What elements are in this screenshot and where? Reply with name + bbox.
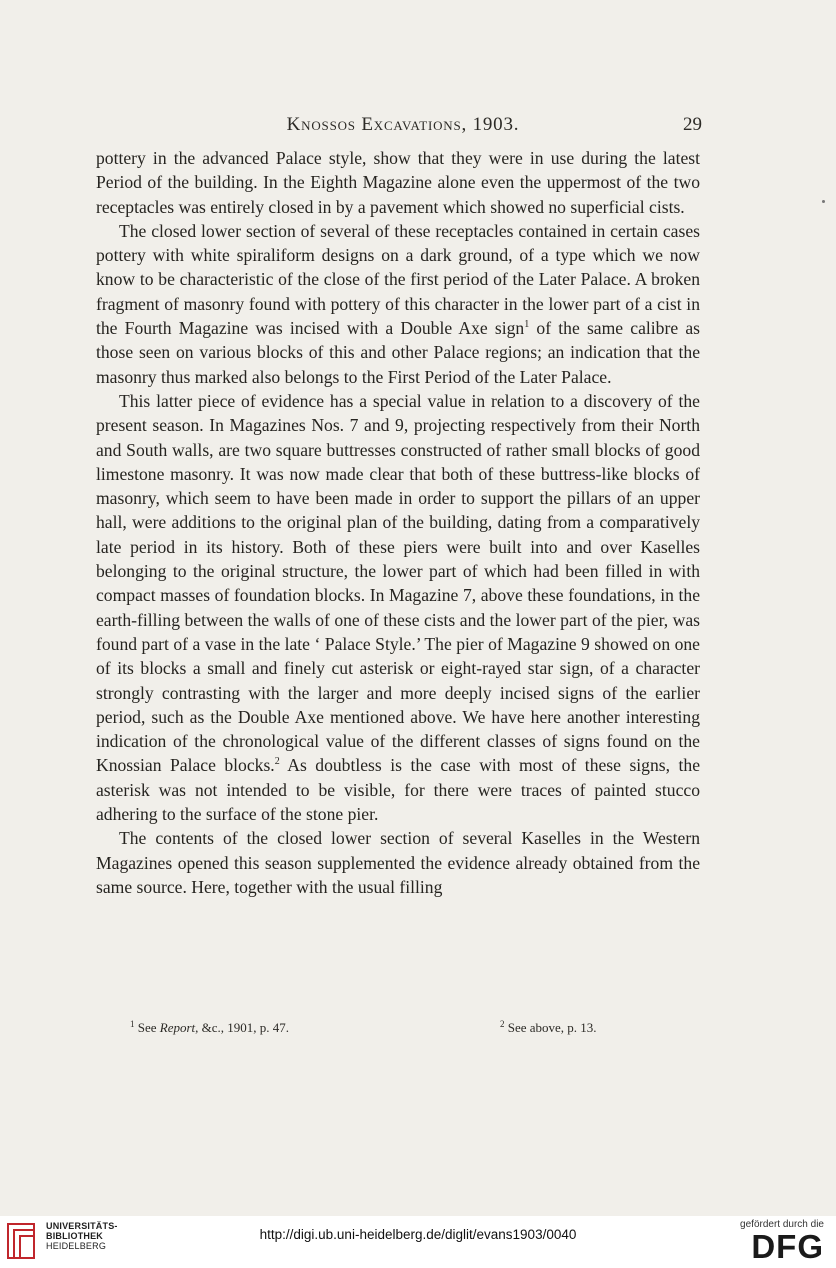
footnote-1 <box>130 1020 289 1036</box>
page-number: 29 <box>683 114 702 135</box>
dfg-logo: DFG <box>751 1228 824 1265</box>
running-head <box>96 114 710 140</box>
footnotes <box>130 1020 680 1038</box>
library-name <box>46 1221 118 1251</box>
scan-speck <box>822 200 825 203</box>
running-head-title: Knossos Excavations, 1903. <box>286 114 520 135</box>
paragraph <box>96 826 700 899</box>
library-name-line2: BIBLIOTHEK <box>46 1231 103 1241</box>
paragraph-text: of the same calibre as those seen on various blocks of this and other Palace regions; an indication that the masonry thus marked also belongs to the First Period of the Later Palace. <box>96 318 700 387</box>
footnote-2 <box>500 1020 597 1036</box>
library-name-line3: HEIDELBERG <box>46 1241 107 1251</box>
paragraph-text: As doubtless is the case with most of these signs, the asterisk was not intended to be visible, for there were traces of painted stucco adhering to the surface of the stone pier. <box>96 755 700 825</box>
body-text <box>96 146 700 899</box>
paragraph-text: The contents of the closed lower section of several Kaselles in the Western Magazines opened this season supplemented the evidence already obtained from the same source. Here, together with the usual filling <box>96 828 700 897</box>
paragraph <box>96 389 700 826</box>
footnote-1-post: , &c., 1901, p. 47. <box>195 1020 290 1035</box>
footnote-2-text: See above, p. 13. <box>507 1020 597 1035</box>
library-logo-icon <box>6 1220 40 1262</box>
footnote-reference: 2 <box>274 756 280 768</box>
footnote-reference: 1 <box>524 319 530 331</box>
paragraph <box>96 219 700 389</box>
footnote-1-italic: Report <box>159 1020 196 1035</box>
funded-by-label: gefördert durch die <box>740 1219 824 1230</box>
footnote-2-marker: 2 <box>500 1019 505 1029</box>
library-name-line1: UNIVERSITÄTS- <box>46 1221 118 1231</box>
paragraph-text: This latter piece of evidence has a special value in relation to a discovery of the present season. In Magazines Nos. 7 and 9, projecting respectively from their North and South walls, are two square buttresses constructed of rather small blocks of good limestone masonry. It was now made clear that both of these buttress-like blocks of masonry, which seem to have been made in order to support the pillars of an upper hall, were additions to the original plan of the building, dating from a comparatively late period in its history. Both of these piers were built into and over Kaselles belonging to the original structure, the lower part of which had been filled in with compact masses of foundation blocks. In Magazine 7, above these foundations, in the earth-filling between the walls of one of these cists and the lower part of the pier, was found part of a vase in the late ‘ Palace Style.’ The pier of Magazine 9 showed on one of its blocks a small and finely cut asterisk or eight-rayed star sign, of a character strongly contrasting with the larger and more deeply incised signs of the earlier period, such as the Double Axe mentioned above. We have here another interesting indication of the chronological value of the different classes of signs found on the Knossian Palace blocks. <box>96 390 700 776</box>
viewer-footer <box>0 1216 836 1268</box>
permalink-url[interactable]: http://digi.ub.uni-heidelberg.de/diglit/evans1903/0040 <box>259 1227 577 1242</box>
paragraph-text: The closed lower section of several of these receptacles contained in certain cases pottery with white spiraliform designs on a dark ground, of a type which we now know to be characteristic of the close of the first period of the Later Palace. A broken fragment of masonry found with pottery of this character in the lower part of a cist in the Fourth Magazine was incised with a Double Axe sign <box>96 220 700 339</box>
footnote-1-marker: 1 <box>130 1019 135 1029</box>
footnote-1-pre: See <box>137 1020 160 1035</box>
paragraph-text: pottery in the advanced Palace style, show that they were in use during the latest Period of the building. In the Eighth Magazine alone even the uppermost of the two receptacles was entirely closed in by a pavement which showed no superficial cists. <box>96 148 700 217</box>
paragraph <box>96 146 700 219</box>
